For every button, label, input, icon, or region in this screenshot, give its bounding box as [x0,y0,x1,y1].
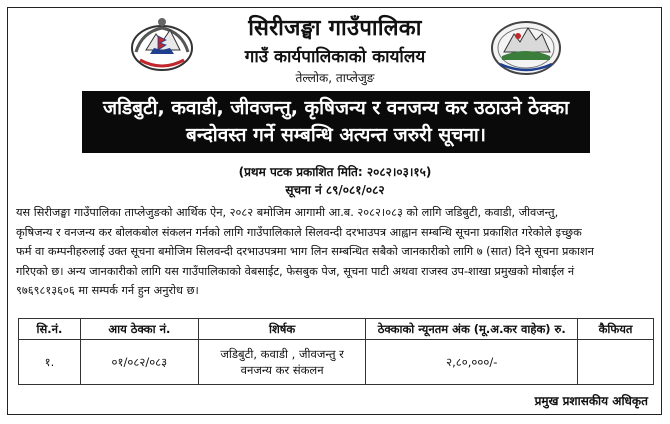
notice-title-line-2: बन्दोवस्त गर्ने सम्बन्धि अत्यन्त जरुरी सूचना। [185,124,487,146]
column-header-min-amount: ठेक्काको न्यूनतम अंक (मू.अ.कर वाहेक) रु. [366,319,578,340]
column-header-contract-no: आय ठेक्का नं. [80,319,198,340]
body-line: फर्म वा कम्पनीहरुलाई उक्त सूचना बमोजिम सिलवन्दी दरभाउपत्रमा भाग लिन सम्बन्धित सबैको जानकारीको लागि ७ (सात) दिने सूचना प्रकाशन [16,245,594,259]
column-header-title: शिर्षक [198,319,366,340]
cell-contract-no: ०१/०८२/०८३ [80,340,198,385]
notice-title-line-1: जडिबुटी, कवाडी, जीवजन्तु, कृषिजन्य र वनजन्य कर उठाउने ठेक्का [102,97,570,119]
notice-body [16,203,654,301]
notice-title-banner [82,91,590,153]
cell-min-amount: २,८०,०००/- [366,340,578,385]
office-location: तेल्लोक, ताप्लेजुङ [295,71,375,85]
contract-table [18,318,654,385]
cell-remarks [578,340,654,385]
office-name: गाउँ कार्यपालिकाको कार्यालय [244,47,426,67]
body-line: कृषिजन्य र वनजन्य कर बोलकबोल संकलन गर्नको लागि गाउँपालिकाले सिलवन्दी दरभाउपत्र आह्वान सम्बन्धि सूचना प्रकाशित गरेकोले इच्छुक [16,225,582,239]
table-row [19,340,654,385]
signatory-title: प्रमुख प्रशासकीय अधिकृत [534,394,648,408]
body-line: गरिएको छ। अन्य जानकारीको लागि यस गाउँपालिकाको वेबसाईट, फेसबुक पेज, सूचना पाटी अथवा राजस्व उप-शाखा प्रमुखको मोबाईल नं [16,264,575,278]
column-header-remarks: कैफियत [578,319,654,340]
cell-title [198,340,366,385]
column-header-sn: सि.नं. [19,319,81,340]
publish-date: (प्रथम पटक प्रकाशित मिति: २०८२।०३।१५) [238,165,432,179]
cell-title-line-2: वनजन्य कर संकलन [240,363,324,377]
body-line: यस सिरीजङ्घा गाउँपालिका ताप्लेजुङको आर्थिक ऐन, २०८२ बमोजिम आगामी आ.ब. २०८२।०८३ को लागि जडिबुटी, कवाडी, जीवजन्तु, [16,206,559,219]
municipality-name: सिरीजङ्घा गाउँपालिका [248,16,422,41]
cell-title-line-1: जडिबुटी, कवाडी , जीवजन्तु र [220,347,344,361]
cell-sn: १. [19,340,81,385]
table-header-row [19,319,654,340]
body-line: ९७६९८१३६०६ मा सम्पर्क गर्न हुन अनुरोध छ। [16,284,199,298]
notice-number: सूचना नं ८९/०८१/०८२ [285,183,385,197]
